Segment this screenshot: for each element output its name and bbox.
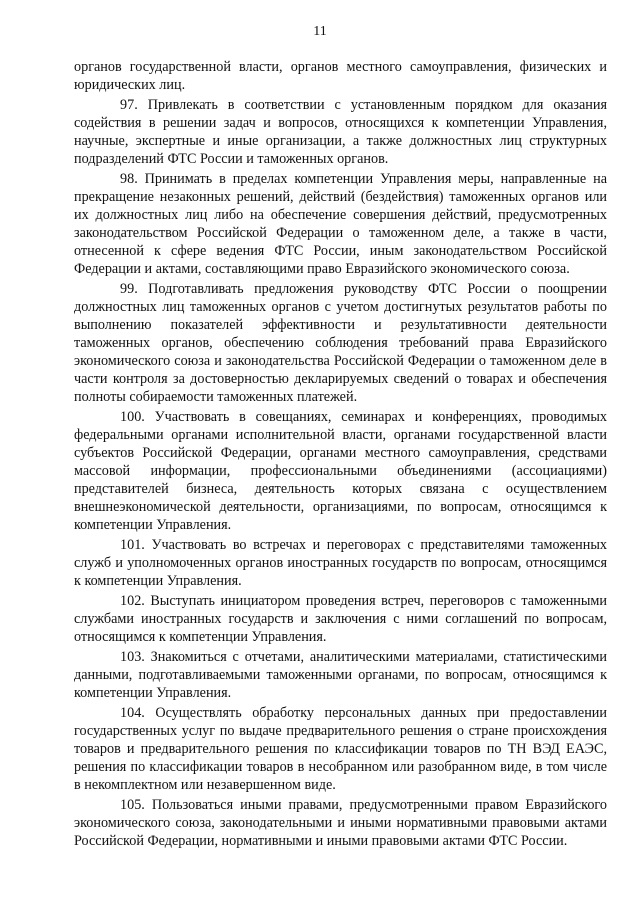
- paragraph-101: 101. Участвовать во встречах и переговорах с представителями таможенных служб и уполномоченных органов иностранных государств по вопросам, относящимся к компетенции Управления.: [74, 537, 607, 589]
- paragraph-continuation: органов государственной власти, органов местного самоуправления, физических и юридических лиц.: [74, 59, 607, 93]
- paragraph-99: 99. Подготавливать предложения руководству ФТС России о поощрении должностных лиц таможенных органов с учетом достигнутых результатов работы по выполнению показателей эффективности и результативности деятельности таможенных органов, обеспечению соблюдения требований права Евразийского экономического союза и законодательства Российской Федерации о таможенном деле в части контроля за достоверностью декларируемых сведений о товарах и обеспечения полноты собираемости таможенных платежей.: [74, 281, 607, 405]
- paragraph-103: 103. Знакомиться с отчетами, аналитическими материалами, статистическими данными, подготавливаемыми таможенными органами, по вопросам, относящимся к компетенции Управления.: [74, 649, 607, 701]
- paragraph-100: 100. Участвовать в совещаниях, семинарах и конференциях, проводимых федеральными органами исполнительной власти, органами государственной власти субъектов Российской Федерации, органами местного самоуправления, средствами массовой информации, профессиональными объединениями (ассоциациями) представителей бизнеса, деятельность которых связана с осуществлением внешнеэкономической деятельности, организациями, по вопросам, относящимся к компетенции Управления.: [74, 409, 607, 533]
- page-number: 11: [313, 24, 327, 39]
- paragraph-102: 102. Выступать инициатором проведения встреч, переговоров с таможенными службами иностранных государств и заключения с ними соглашений по вопросам, относящимся к компетенции Управления.: [74, 593, 607, 645]
- paragraph-98: 98. Принимать в пределах компетенции Управления меры, направленные на прекращение незаконных решений, действий (бездействия) таможенных органов или их должностных лиц либо на обеспечение совершения действий, предусмотренных законодательством Российской Федерации о таможенном деле, а также в части, отнесенной к сфере ведения ФТС России, иным законодательством Российской Федерации и актами, составляющими право Евразийского экономического союза.: [74, 171, 607, 277]
- paragraph-104: 104. Осуществлять обработку персональных данных при предоставлении государственных услуг по выдаче предварительного решения о стране происхождения товаров и предварительного решения по классификации товаров по ТН ВЭД ЕАЭС, решения по классификации товаров в несобранном или разобранном виде, в том числе в некомплектном или незавершенном виде.: [74, 705, 607, 793]
- paragraph-105: 105. Пользоваться иными правами, предусмотренными правом Евразийского экономического союза, законодательными и иными нормативными правовыми актами Российской Федерации, нормативными и иными правовыми актами ФТС России.: [74, 797, 607, 849]
- document-body: [74, 58, 607, 852]
- paragraph-97: 97. Привлекать в соответствии с установленным порядком для оказания содействия в решении задач и вопросов, относящихся к компетенции Управления, научные, экспертные и иные организации, а также должностных лиц структурных подразделений ФТС России и таможенных органов.: [74, 97, 607, 167]
